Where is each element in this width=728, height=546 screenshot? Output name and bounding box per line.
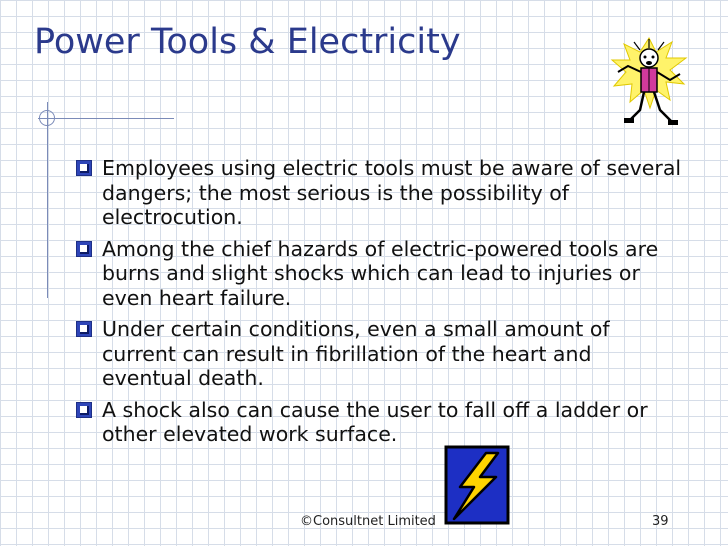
bullet-text: Among the chief hazards of electric-powered tools are burns and slight shocks which can lead to injuries or even heart failure. — [102, 236, 659, 310]
decorative-vertical-line — [47, 102, 48, 298]
checkbox-bullet-icon — [76, 402, 92, 418]
slide-title: Power Tools & Electricity — [34, 22, 461, 62]
bullet-item — [74, 156, 684, 230]
bullet-list — [74, 156, 684, 454]
bullet-text: Under certain conditions, even a small amount of current can result in fibrillation of the heart and eventual death. — [102, 317, 610, 390]
decorative-horizontal-line — [38, 118, 174, 119]
bullet-text: A shock also can cause the user to fall off a ladder or other elevated work surface. — [102, 397, 648, 446]
checkbox-bullet-icon — [76, 241, 92, 257]
bullet-item — [74, 237, 684, 311]
electrocuted-person-icon — [610, 36, 688, 132]
page-number: 39 — [652, 514, 669, 529]
bullet-text: Employees using electric tools must be aware of several dangers; the most serious is the possibility of electrocution. — [102, 156, 682, 229]
footer-credit: ©Consultnet Limited — [300, 514, 436, 529]
bullet-item — [74, 317, 684, 391]
lightning-bolt-icon — [440, 445, 510, 525]
bullet-item — [74, 398, 684, 447]
decorative-circle — [39, 110, 55, 126]
checkbox-bullet-icon — [76, 321, 92, 337]
checkbox-bullet-icon — [76, 160, 92, 176]
